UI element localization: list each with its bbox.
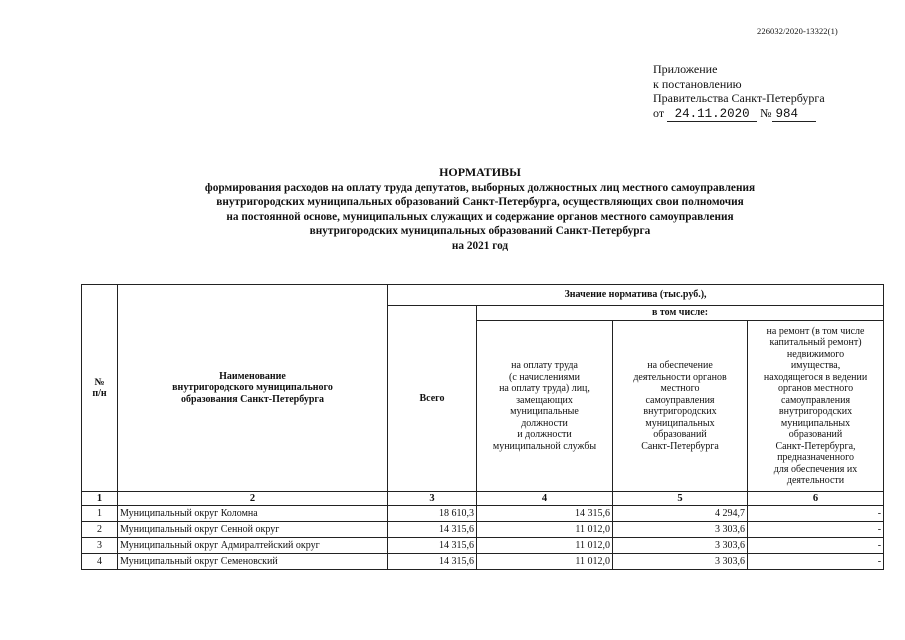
value-payroll: 11 012,0 [477, 538, 613, 554]
appendix-date-line [653, 106, 825, 122]
value-payroll: 14 315,6 [477, 506, 613, 522]
column-index: 5 [613, 492, 748, 506]
appendix-line-3: Правительства Санкт-Петербурга [653, 91, 825, 105]
municipality-name: Муниципальный округ Коломна [118, 506, 388, 522]
table-row [82, 554, 884, 570]
value-operations: 3 303,6 [613, 522, 748, 538]
value-total: 14 315,6 [388, 554, 477, 570]
value-operations: 3 303,6 [613, 554, 748, 570]
header-total: Всего [388, 306, 477, 492]
title-line: внутригородских муниципальных образований Санкт-Петербурга [309, 225, 651, 237]
row-number: 4 [82, 554, 118, 570]
municipality-name: Муниципальный округ Адмиралтейский округ [118, 538, 388, 554]
table-row [82, 522, 884, 538]
title-line: формирования расходов на оплату труда депутатов, выборных должностных лиц местного самоуправления [204, 181, 756, 194]
title-heading: НОРМАТИВЫ [439, 165, 521, 179]
value-operations: 3 303,6 [613, 538, 748, 554]
municipality-name: Муниципальный округ Сенной округ [118, 522, 388, 538]
column-index: 1 [82, 492, 118, 506]
value-payroll: 11 012,0 [477, 554, 613, 570]
resolution-number: 984 [772, 108, 816, 122]
column-index-row [82, 492, 884, 506]
row-number: 2 [82, 522, 118, 538]
appendix-line-1: Приложение [653, 62, 718, 76]
header-repair: на ремонт (в том числе капитальный ремонт) недвижимого имущества, находящегося в ведении органов местного самоуправления внутригородских муниципальных образований Санкт-Петербурга, предназначенного для обеспечения их деятельности [748, 321, 884, 492]
header-operations: на обеспечение деятельности органов местного самоуправления внутригородских муниципальных образований Санкт-Петербурга [613, 321, 748, 492]
column-index: 4 [477, 492, 613, 506]
number-prefix: № [760, 105, 772, 120]
document-number: 226032/2020-13322(1) [757, 26, 838, 36]
header-including: в том числе: [477, 306, 884, 321]
value-repair: - [748, 538, 884, 554]
document-title [120, 165, 840, 253]
title-line: на постоянной основе, муниципальных служащих и содержание органов местного самоуправления [226, 210, 734, 223]
value-payroll: 11 012,0 [477, 522, 613, 538]
appendix-block [653, 62, 825, 122]
date-prefix: от [653, 105, 665, 120]
value-operations: 4 294,7 [613, 506, 748, 522]
header-municipality-name: Наименование внутригородского муниципального образования Санкт-Петербурга [118, 285, 388, 492]
title-line: внутригородских муниципальных образований Санкт-Петербурга, осуществляющих свои полномочия [216, 196, 744, 208]
table-row [82, 538, 884, 554]
appendix-line-2: к постановлению [653, 76, 742, 91]
value-total: 14 315,6 [388, 522, 477, 538]
header-number: № п/н [82, 285, 118, 492]
column-index: 6 [748, 492, 884, 506]
header-payroll: на оплату труда (с начислениями на оплату труда) лиц, замещающих муниципальные должности и должности муниципальной службы [477, 321, 613, 492]
column-index: 3 [388, 492, 477, 506]
value-total: 18 610,3 [388, 506, 477, 522]
municipality-name: Муниципальный округ Семеновский [118, 554, 388, 570]
header-norm-value: Значение норматива (тыс.руб.), [388, 285, 884, 306]
row-number: 3 [82, 538, 118, 554]
resolution-date: 24.11.2020 [667, 108, 757, 122]
table-row [82, 506, 884, 522]
row-number: 1 [82, 506, 118, 522]
column-index: 2 [118, 492, 388, 506]
norms-table [81, 284, 884, 570]
value-repair: - [748, 506, 884, 522]
value-repair: - [748, 554, 884, 570]
value-total: 14 315,6 [388, 538, 477, 554]
value-repair: - [748, 522, 884, 538]
title-line: на 2021 год [451, 239, 509, 252]
